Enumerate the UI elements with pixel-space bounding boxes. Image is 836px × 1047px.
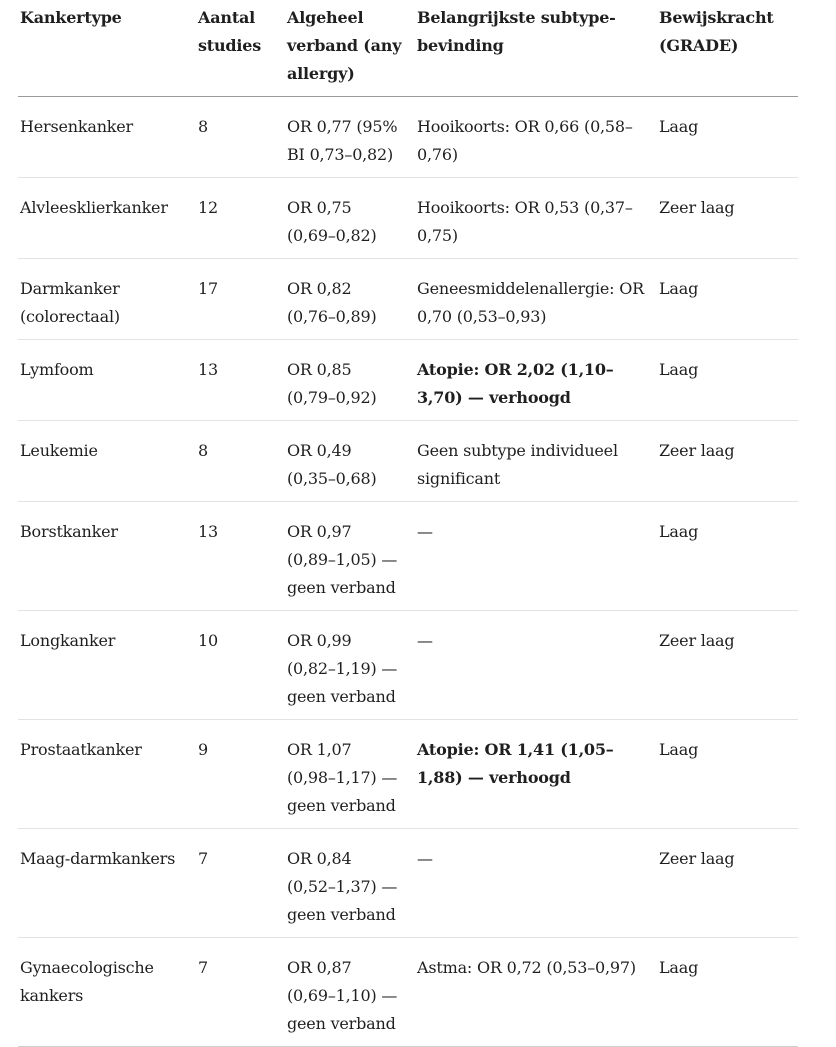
cell-cancer-type: Maag-darmkankers: [18, 829, 196, 938]
header-overall-association: Algeheel verband (any allergy): [285, 0, 415, 97]
cell-subtype-finding: —: [415, 502, 657, 611]
cancer-allergy-table: [18, 0, 798, 1047]
cell-study-count: 10: [196, 611, 285, 720]
cell-evidence-grade: Laag: [657, 502, 798, 611]
cell-overall-association: OR 0,87 (0,69–1,10) — geen verband: [285, 938, 415, 1047]
table-row: [18, 178, 798, 259]
cell-cancer-type: Prostaatkanker: [18, 720, 196, 829]
cell-study-count: 13: [196, 502, 285, 611]
cell-overall-association: OR 0,85 (0,79–0,92): [285, 340, 415, 421]
cell-evidence-grade: Laag: [657, 97, 798, 178]
table-row: [18, 340, 798, 421]
table-row: [18, 829, 798, 938]
cell-cancer-type: Borstkanker: [18, 502, 196, 611]
cell-study-count: 8: [196, 421, 285, 502]
table-container: [18, 0, 798, 1047]
cell-overall-association: OR 0,49 (0,35–0,68): [285, 421, 415, 502]
header-study-count: Aantal studies: [196, 0, 285, 97]
cell-subtype-finding: —: [415, 829, 657, 938]
cell-cancer-type: Alvleesklierkanker: [18, 178, 196, 259]
cell-study-count: 12: [196, 178, 285, 259]
cell-overall-association: OR 0,97 (0,89–1,05) — geen verband: [285, 502, 415, 611]
table-row: [18, 259, 798, 340]
cell-study-count: 13: [196, 340, 285, 421]
cell-study-count: 7: [196, 938, 285, 1047]
cell-study-count: 7: [196, 829, 285, 938]
cell-evidence-grade: Zeer laag: [657, 611, 798, 720]
header-row: [18, 0, 798, 97]
table-header: [18, 0, 798, 97]
cell-evidence-grade: Laag: [657, 720, 798, 829]
table-row: [18, 502, 798, 611]
table-row: [18, 97, 798, 178]
cell-cancer-type: Longkanker: [18, 611, 196, 720]
cell-overall-association: OR 1,07 (0,98–1,17) — geen verband: [285, 720, 415, 829]
cell-overall-association: OR 0,75 (0,69–0,82): [285, 178, 415, 259]
table-body: [18, 97, 798, 1047]
cell-overall-association: OR 0,82 (0,76–0,89): [285, 259, 415, 340]
cell-subtype-finding: Geneesmiddelenallergie: OR 0,70 (0,53–0,93): [415, 259, 657, 340]
cell-evidence-grade: Zeer laag: [657, 178, 798, 259]
cell-cancer-type: Lymfoom: [18, 340, 196, 421]
cell-subtype-finding: —: [415, 611, 657, 720]
cell-study-count: 17: [196, 259, 285, 340]
table-row: [18, 720, 798, 829]
cell-subtype-finding: Hooikoorts: OR 0,66 (0,58–0,76): [415, 97, 657, 178]
cell-cancer-type: Leukemie: [18, 421, 196, 502]
cell-evidence-grade: Laag: [657, 340, 798, 421]
cell-study-count: 9: [196, 720, 285, 829]
header-cancer-type: Kankertype: [18, 0, 196, 97]
table-row: [18, 421, 798, 502]
cell-subtype-finding: Astma: OR 0,72 (0,53–0,97): [415, 938, 657, 1047]
header-evidence-grade: Bewijskracht (GRADE): [657, 0, 798, 97]
cell-evidence-grade: Laag: [657, 259, 798, 340]
cell-overall-association: OR 0,77 (95% BI 0,73–0,82): [285, 97, 415, 178]
table-row: [18, 938, 798, 1047]
header-subtype-finding: Belangrijkste subtype-bevinding: [415, 0, 657, 97]
cell-evidence-grade: Zeer laag: [657, 829, 798, 938]
cell-cancer-type: Gynaecologische kankers: [18, 938, 196, 1047]
cell-evidence-grade: Zeer laag: [657, 421, 798, 502]
cell-study-count: 8: [196, 97, 285, 178]
cell-overall-association: OR 0,84 (0,52–1,37) — geen verband: [285, 829, 415, 938]
cell-evidence-grade: Laag: [657, 938, 798, 1047]
cell-subtype-finding: Hooikoorts: OR 0,53 (0,37–0,75): [415, 178, 657, 259]
cell-overall-association: OR 0,99 (0,82–1,19) — geen verband: [285, 611, 415, 720]
cell-subtype-finding: Atopie: OR 1,41 (1,05–1,88) — verhoogd: [415, 720, 657, 829]
cell-cancer-type: Darmkanker (colorectaal): [18, 259, 196, 340]
table-row: [18, 611, 798, 720]
cell-subtype-finding: Geen subtype individueel significant: [415, 421, 657, 502]
cell-subtype-finding: Atopie: OR 2,02 (1,10–3,70) — verhoogd: [415, 340, 657, 421]
cell-cancer-type: Hersenkanker: [18, 97, 196, 178]
